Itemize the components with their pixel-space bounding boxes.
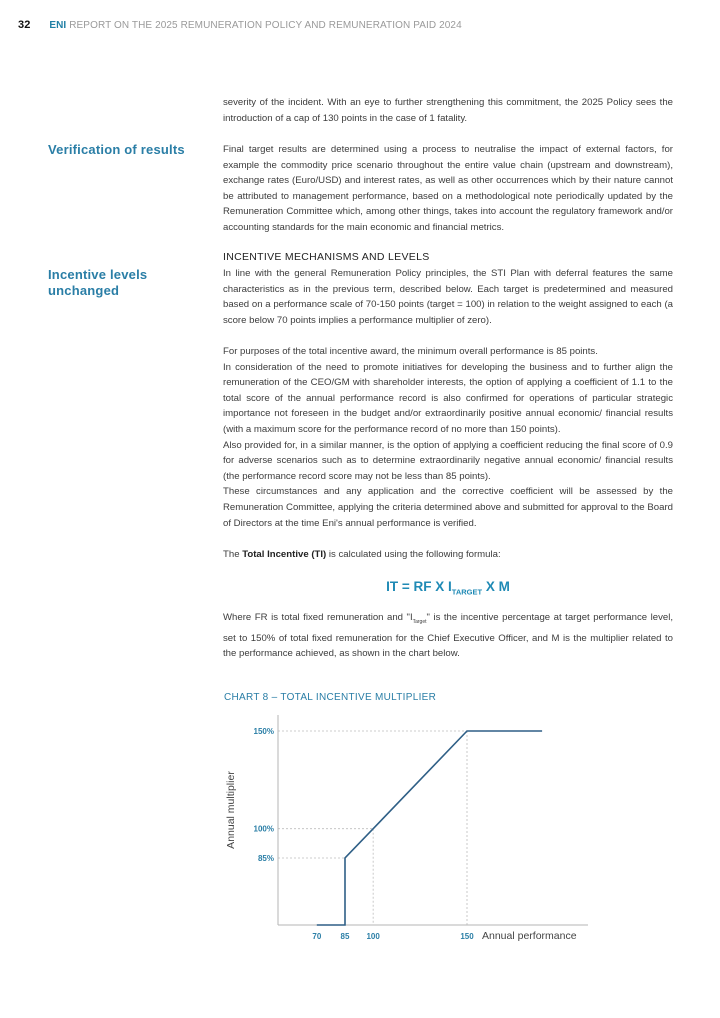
formula-intro-pre: The	[223, 548, 243, 560]
x-tick-label: 100	[366, 932, 380, 941]
report-title: REPORT ON THE 2025 REMUNERATION POLICY AND REMUNERATION PAID 2024	[69, 20, 462, 31]
where-subscript: Target	[412, 618, 427, 625]
brand-name: ENI	[49, 20, 67, 31]
verification-text: Final target results are determined using a process to neutralise the impact of external factors, for example the commodity price scenario throughout the entire value chain (upstream and downstream), exchange rates (Euro/USD) and interest rates, as well as other occurrences which by their nature cannot be attributed to management performance, based on a methodological note periodically updated by the Remuneration Committee which, among other things, takes into account the regulatory framework and/or accounting standards for the main economic and financial metrics.	[223, 144, 673, 233]
subheading-incentive-mechanisms: INCENTIVE MECHANISMS AND LEVELS	[223, 251, 430, 263]
heading-verification: Verification of results	[48, 142, 185, 157]
x-tick-label: 70	[312, 932, 322, 941]
chart-title: CHART 8 – TOTAL INCENTIVE MULTIPLIER	[224, 692, 437, 703]
incentive-text-4: Also provided for, in a similar manner, is the option of applying a coefficient reducing the final score of 0.9 for adverse scenarios such as to determine extraordinarily negative annual economic/ financial results (the performance record score may not be less than 85 points).	[223, 439, 673, 482]
formula-intro-bold: Total Incentive (TI)	[242, 548, 327, 560]
x-tick-label: 150	[460, 932, 474, 941]
incentive-text-2: For purposes of the total incentive award, the minimum overall performance is 85 points.	[223, 345, 598, 357]
formula-main: IT = RF X I	[386, 579, 452, 594]
intro-text: severity of the incident. With an eye to further strengthening this commitment, the 2025 Policy sees the introduction of a cap of 130 points in the case of 1 fatality.	[223, 97, 673, 124]
page-number: 32	[18, 19, 31, 31]
heading-incentive-levels: Incentive levels unchanged	[48, 267, 148, 298]
y-axis-label: Annual multiplier	[225, 771, 237, 849]
incentive-text-3: In consideration of the need to promote initiatives for developing the business and to further align the remuneration of the CEO/GM with shareholder interests, the option of applying a coefficient of 1.1 to the total score of the annual performance record is also confirmed for operations of particular strategic importance not foreseen in the budget and/or extraordinarily positive annual economic/ financial results (with a maximum score for the performance record of no more than 150 points).	[223, 361, 673, 435]
x-tick-label: 85	[340, 932, 350, 941]
multiplier-line	[317, 731, 542, 925]
formula-subscript: TARGET	[451, 587, 483, 597]
where-pre: Where FR is total fixed remuneration and "I	[223, 612, 413, 623]
y-tick-label: 85%	[257, 854, 274, 863]
formula-end: X M	[482, 579, 510, 594]
x-axis-label: Annual performance	[482, 930, 577, 942]
y-tick-label: 150%	[253, 727, 274, 736]
incentive-text-1: In line with the general Remuneration Policy principles, the STI Plan with deferral features the same characteristics as in the previous term, described below. Each target is predetermined and measured based on a performance scale of 70-150 points (target = 100) in relation to the weight assigned to each (a score below 70 points implies a performance multiplier of zero).	[223, 268, 673, 326]
where-post: " is the incentive percentage at target performance level, set to 150% of total fixed remuneration for the Chief Executive Officer, and M is the multiplier related to the performance achieved, as shown in the chart below.	[223, 612, 673, 660]
formula-intro-post: is calculated using the following formula:	[326, 548, 501, 560]
y-tick-label: 100%	[253, 824, 274, 834]
incentive-text-5: These circumstances and any application and the corrective coefficient will be assessed by the Remuneration Committee, applying the criteria determined above and submitted for approval to the Board of Directors at the time Eni's annual performance is verified.	[223, 486, 673, 529]
